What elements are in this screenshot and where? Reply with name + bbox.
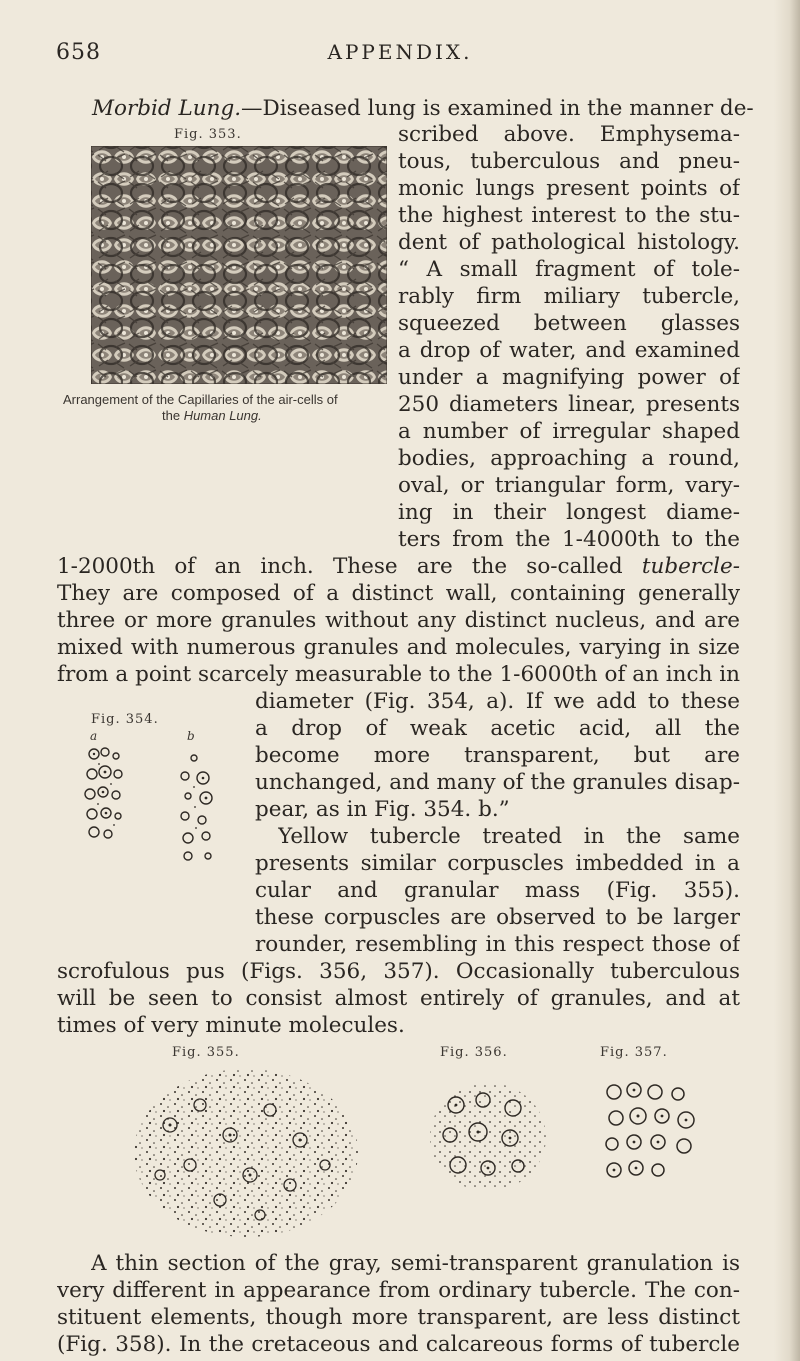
paragraph-line: scribed above. Emphysema- — [398, 122, 740, 147]
paragraph-line: times of very minute molecules. — [57, 1013, 405, 1038]
figure-label-356: Fig. 356. — [440, 1045, 508, 1060]
paragraph-line: rably firm miliary tubercle, — [398, 284, 740, 309]
paragraph-line: Yellow tubercle treated in the same — [278, 824, 740, 849]
running-title: APPENDIX. — [327, 40, 473, 64]
paragraph-line: 250 diameters linear, presents — [398, 392, 740, 417]
paragraph-line: diameter (Fig. 354, a). If we add to these — [255, 689, 740, 714]
paragraph-line: stituent elements, though more transparent, are less distinct — [57, 1305, 740, 1330]
figure-356-scrofulous-corpuscles — [428, 1080, 548, 1195]
figure-353-caption-line1: Arrangement of the Capillaries of the air-cells of — [63, 392, 338, 407]
paragraph-text: —Diseased lung is examined in the manner de- — [241, 96, 754, 121]
page-edge-shadow — [774, 0, 800, 1361]
figure-355-granular-mass — [130, 1065, 362, 1240]
figure-354-label-b: b — [187, 730, 195, 743]
paragraph-line: “ A small fragment of tole- — [398, 257, 740, 282]
paragraph-line: mixed with numerous granules and molecules, varying in size — [57, 635, 740, 660]
paragraph-line: scrofulous pus (Figs. 356, 357). Occasionally tuberculous — [57, 959, 740, 984]
paragraph-line: the highest interest to the stu- — [398, 203, 740, 228]
paragraph-line: (Fig. 358). In the cretaceous and calcareous forms of tubercle — [57, 1332, 740, 1357]
paragraph-line: ters from the 1-4000th to the — [398, 527, 740, 552]
paragraph-line: under a magnifying power of — [398, 365, 740, 390]
paragraph-line: pear, as in Fig. 354. b.” — [255, 797, 510, 822]
paragraph-line: 1-2000th of an inch. These are the so-called tubercle- — [57, 554, 740, 579]
paragraph-line: three or more granules without any distinct nucleus, and are — [57, 608, 740, 633]
paragraph-line: a number of irregular shaped — [398, 419, 740, 444]
figure-label-353: Fig. 353. — [174, 127, 242, 142]
paragraph-line: tous, tuberculous and pneu- — [398, 149, 740, 174]
paragraph-line: dent of pathological histology. — [398, 230, 740, 255]
figure-353-capillaries-engraving — [91, 146, 387, 384]
paragraph-line: become more transparent, but are — [255, 743, 740, 768]
paragraph-line: squeezed between glasses — [398, 311, 740, 336]
paragraph-line: oval, or triangular form, vary- — [398, 473, 740, 498]
paragraph-line: cular and granular mass (Fig. 355). — [255, 878, 740, 903]
paragraph-line: very different in appearance from ordinary tubercle. The con- — [57, 1278, 740, 1303]
paragraph-line: A thin section of the gray, semi-transparent granulation is — [91, 1251, 740, 1276]
paragraph-line: a drop of weak acetic acid, all the — [255, 716, 740, 741]
figure-label-354: Fig. 354. — [91, 712, 159, 727]
paragraph-line: They are composed of a distinct wall, containing generally — [57, 581, 740, 606]
page-number: 658 — [56, 40, 101, 65]
paragraph-line: these corpuscles are observed to be larger — [255, 905, 740, 930]
paragraph-line: a drop of water, and examined — [398, 338, 740, 363]
paragraph-line: monic lungs present points of — [398, 176, 740, 201]
figure-354-label-a: a — [90, 730, 98, 743]
figure-353-caption-line2: the Human Lung. — [162, 408, 262, 423]
paragraph-line: unchanged, and many of the granules disap- — [255, 770, 740, 795]
paragraph-line: bodies, approaching a round, — [398, 446, 740, 471]
figure-label-355: Fig. 355. — [172, 1045, 240, 1060]
paragraph-line: ing in their longest diame- — [398, 500, 740, 525]
figure-354-corpuscles — [70, 730, 240, 870]
figure-label-357: Fig. 357. — [600, 1045, 668, 1060]
paragraph-line: rounder, resembling in this respect those of — [255, 932, 740, 957]
paragraph-line: will be seen to consist almost entirely of granules, and at — [57, 986, 740, 1011]
paragraph-line: from a point scarcely measurable to the 1-6000th of an inch in — [57, 662, 740, 687]
figure-357-rounded-corpuscles — [600, 1080, 720, 1190]
paragraph-line — [92, 95, 754, 122]
paragraph-line: presents similar corpuscles imbedded in a — [255, 851, 740, 876]
section-title: Morbid Lung. — [92, 96, 242, 121]
